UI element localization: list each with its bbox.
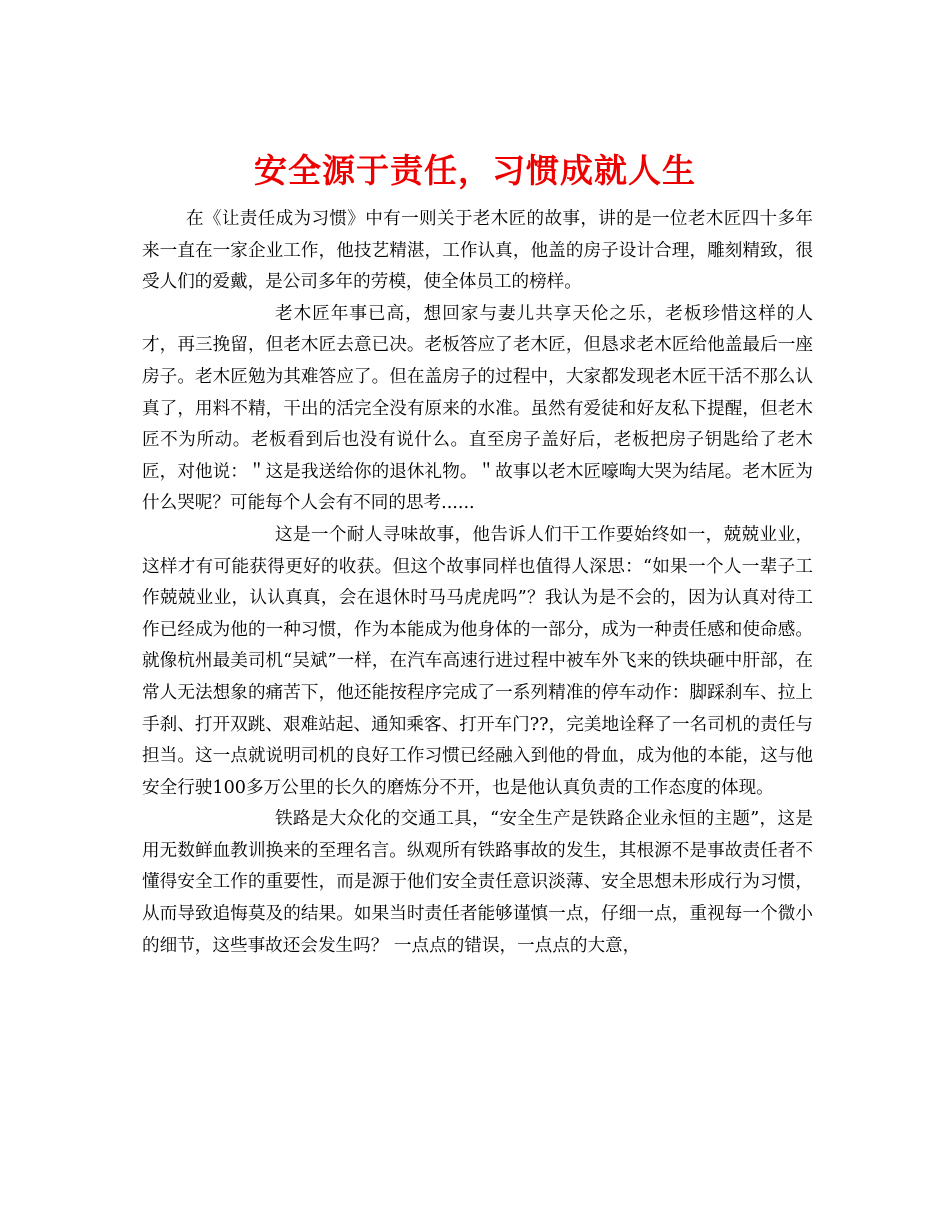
document-body xyxy=(142,204,813,962)
document-title: 安全源于责任，习惯成就人生 xyxy=(254,151,696,191)
paragraph-3: 这是一个耐人寻味故事，他告诉人们干工作要始终如一，兢兢业业，这样才有可能获得更好的收获。但这个故事同样也值得人深思：“如果一个人一辈子工作兢兢业业，认认真真，会在退休时马马虎虎吗”？我认为是不会的，因为认真对待工作已经成为他的一种习惯，作为本能成为他身体的一部分，成为一种责任感和使命感。就像杭州最美司机“吴斌”一样，在汽车高速行进过程中被车外飞来的铁块砸中肝部，在常人无法想象的痛苦下，他还能按程序完成了一系列精准的停车动作：脚踩刹车、拉上手刹、打开双跳、艰难站起、通知乘客、打开车门??，完美地诠释了一名司机的责任与担当。这一点就说明司机的良好工作习惯已经融入到他的骨血，成为他的本能，这与他安全行驶100多万公里的长久的磨炼分不开，也是他认真负责的工作态度的体现。 xyxy=(142,524,813,798)
paragraph-1: 在《让责任成为习惯》中有一则关于老木匠的故事，讲的是一位老木匠四十多年来一直在一家企业工作，他技艺精湛，工作认真，他盖的房子设计合理，雕刻精致，很受人们的爱戴，是公司多年的劳模，使全体员工的榜样。 xyxy=(142,209,813,293)
paragraph-4: 铁路是大众化的交通工具，“安全生产是铁路企业永恒的主题”，这是用无数鲜血教训换来的至理名言。纵观所有铁路事故的发生，其根源不是事故责任者不懂得安全工作的重要性，而是源于他们安全责任意识淡薄、安全思想未形成行为习惯，从而导致追悔莫及的结果。如果当时责任者能够谨慎一点，仔细一点，重视每一个微小的细节，这些事故还会发生吗？ 一点点的错误，一点点的大意， xyxy=(142,809,813,956)
paragraph-2: 老木匠年事已高，想回家与妻儿共享天伦之乐，老板珍惜这样的人才，再三挽留，但老木匠去意已决。老板答应了老木匠，但恳求老木匠给他盖最后一座房子。老木匠勉为其难答应了。但在盖房子的过程中，大家都发现老木匠干活不那么认真了，用料不精，干出的活完全没有原来的水准。虽然有爱徒和好友私下提醒，但老木匠不为所动。老板看到后也没有说什么。直至房子盖好后，老板把房子钥匙给了老木匠，对他说：＂这是我送给你的退休礼物。＂故事以老木匠嚎啕大哭为结尾。老木匠为什么哭呢？可能每个人会有不同的思考...... xyxy=(142,303,813,514)
